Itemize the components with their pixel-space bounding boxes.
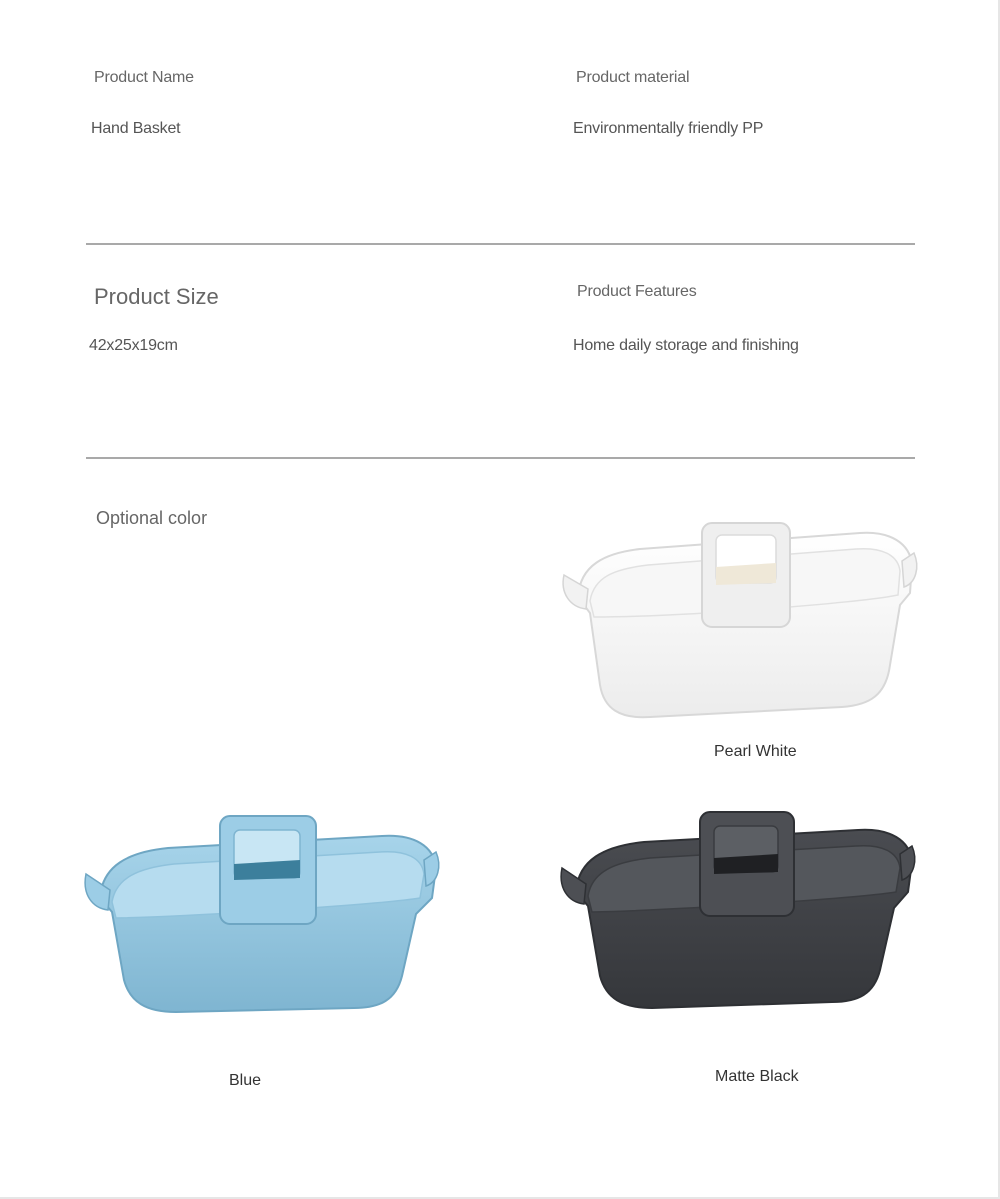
pearl-white-caption: Pearl White <box>714 743 797 760</box>
product-size-value: 42x25x19cm <box>89 337 178 354</box>
product-material-value: Environmentally friendly PP <box>573 120 764 137</box>
blue-basket-image <box>84 808 444 1023</box>
divider-2 <box>86 457 915 459</box>
divider-1 <box>86 243 915 245</box>
pearl-white-basket-image <box>560 505 920 725</box>
product-name-value: Hand Basket <box>91 120 181 137</box>
blue-caption: Blue <box>229 1072 262 1089</box>
product-name-label: Product Name <box>94 69 194 86</box>
product-size-label: Product Size <box>94 284 219 309</box>
product-features-label: Product Features <box>577 283 697 300</box>
matte-black-caption: Matte Black <box>715 1068 799 1085</box>
matte-black-basket-image <box>560 800 920 1015</box>
optional-color-label: Optional color <box>96 508 208 528</box>
product-features-value: Home daily storage and finishing <box>573 337 799 354</box>
product-material-label: Product material <box>576 69 690 86</box>
